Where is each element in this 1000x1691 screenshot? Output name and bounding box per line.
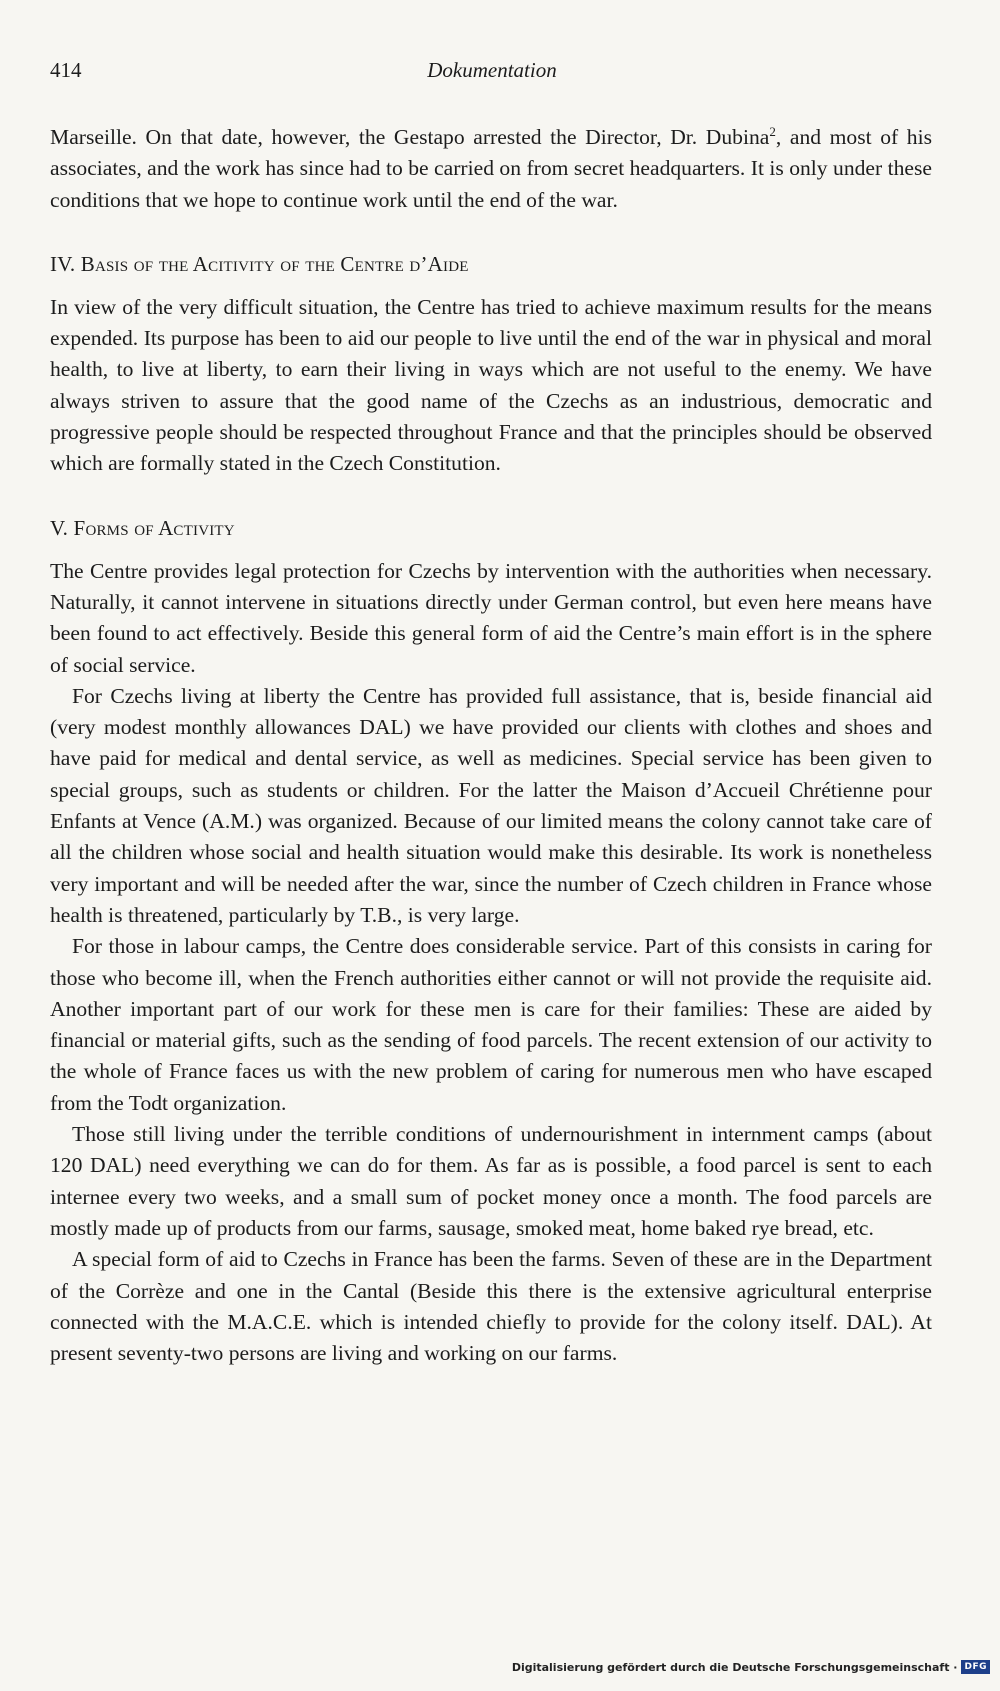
page-number: 414 (50, 58, 82, 82)
paragraph: For those in labour camps, the Centre does considerable service. Part of this consists in caring for those who become ill, when the French authorities either cannot or will not provide the requisite aid. Another important part of our work for these men is care for their families: These are aided by financial or material gifts, such as the sending of food parcels. The recent extension of our activity to the whole of France faces us with the new problem of caring for numerous men who have escaped from the Todt organization. (50, 934, 932, 1115)
section-heading-iv: IV. Basis of the Acitivity of the Centre d’Aide (50, 251, 469, 276)
footnote-ref: 2 (769, 123, 776, 139)
intro-text: Marseille. On that date, however, the Gestapo arrested the Director, Dr. Dubina (50, 125, 770, 149)
digitization-credit (512, 1657, 990, 1677)
intro-text-continued: , and most of his associates, and the work has since had to be carried on from secret headquarters. It is only under these conditions that we hope to continue work until the end of the war. (50, 125, 933, 212)
running-head: Dokumentation (427, 58, 557, 82)
section-heading-v: V. Forms of Activity (50, 515, 235, 540)
credit-text: Digitalisierung gefördert durch die Deutsche Forschungsgemeinschaft · (511, 1660, 958, 1674)
body-text (50, 122, 932, 1369)
paragraph: Those still living under the terrible conditions of undernourishment in internment camps (about 120 DAL) need everything we can do for them. As far as is possible, a food parcel is sent to each internee every two weeks, and a small sum of pocket money once a month. The food parcels are mostly made up of products from our farms, sausage, smoked meat, home baked rye bread, etc. (50, 1122, 932, 1240)
paragraph: A special form of aid to Czechs in France has been the farms. Seven of these are in the Department of the Corrèze and one in the Cantal (Beside this there is the extensive agricultural enterprise connected with the M.A.C.E. which is intended chiefly to provide for the colony itself. DAL). At present seventy-two persons are living and working on our farms. (50, 1247, 932, 1366)
paragraph: For Czechs living at liberty the Centre has provided full assistance, that is, beside financial aid (very modest monthly allowances DAL) we have provided our clients with clothes and shoes and have paid for medical and dental service, as well as medicines. Special service has been given to special groups, such as students or children. For the latter the Maison d’Accueil Chrétienne pour Enfants at Vence (A.M.) was organized. Because of our limited means the colony cannot take care of all the children whose social and health situation would make this desirable. Its work is nonetheless very important and will be needed after the war, since the number of Czech children in France whose health is threatened, particularly by T.B., is very large. (50, 683, 932, 927)
dfg-logo: DFG (961, 1660, 990, 1674)
paragraph: The Centre provides legal protection for Czechs by intervention with the authorities when necessary. Naturally, it cannot intervene in situations directly under German control, but even here means have been found to act effectively. Beside this general form of aid the Centre’s main effort is in the sphere of social service. (50, 558, 932, 677)
page-header (50, 58, 934, 98)
paragraph: In view of the very difficult situation, the Centre has tried to achieve maximum results for the means expended. Its purpose has been to aid our people to live until the end of the war in physical and moral health, to live at liberty, to earn their living in ways which are not useful to the enemy. We have always striven to assure that the good name of the Czechs as an industrious, democratic and progressive people should be respected throughout France and that the principles should be observed which are formally stated in the Czech Constitution. (50, 294, 932, 476)
intro-paragraph (50, 122, 932, 216)
